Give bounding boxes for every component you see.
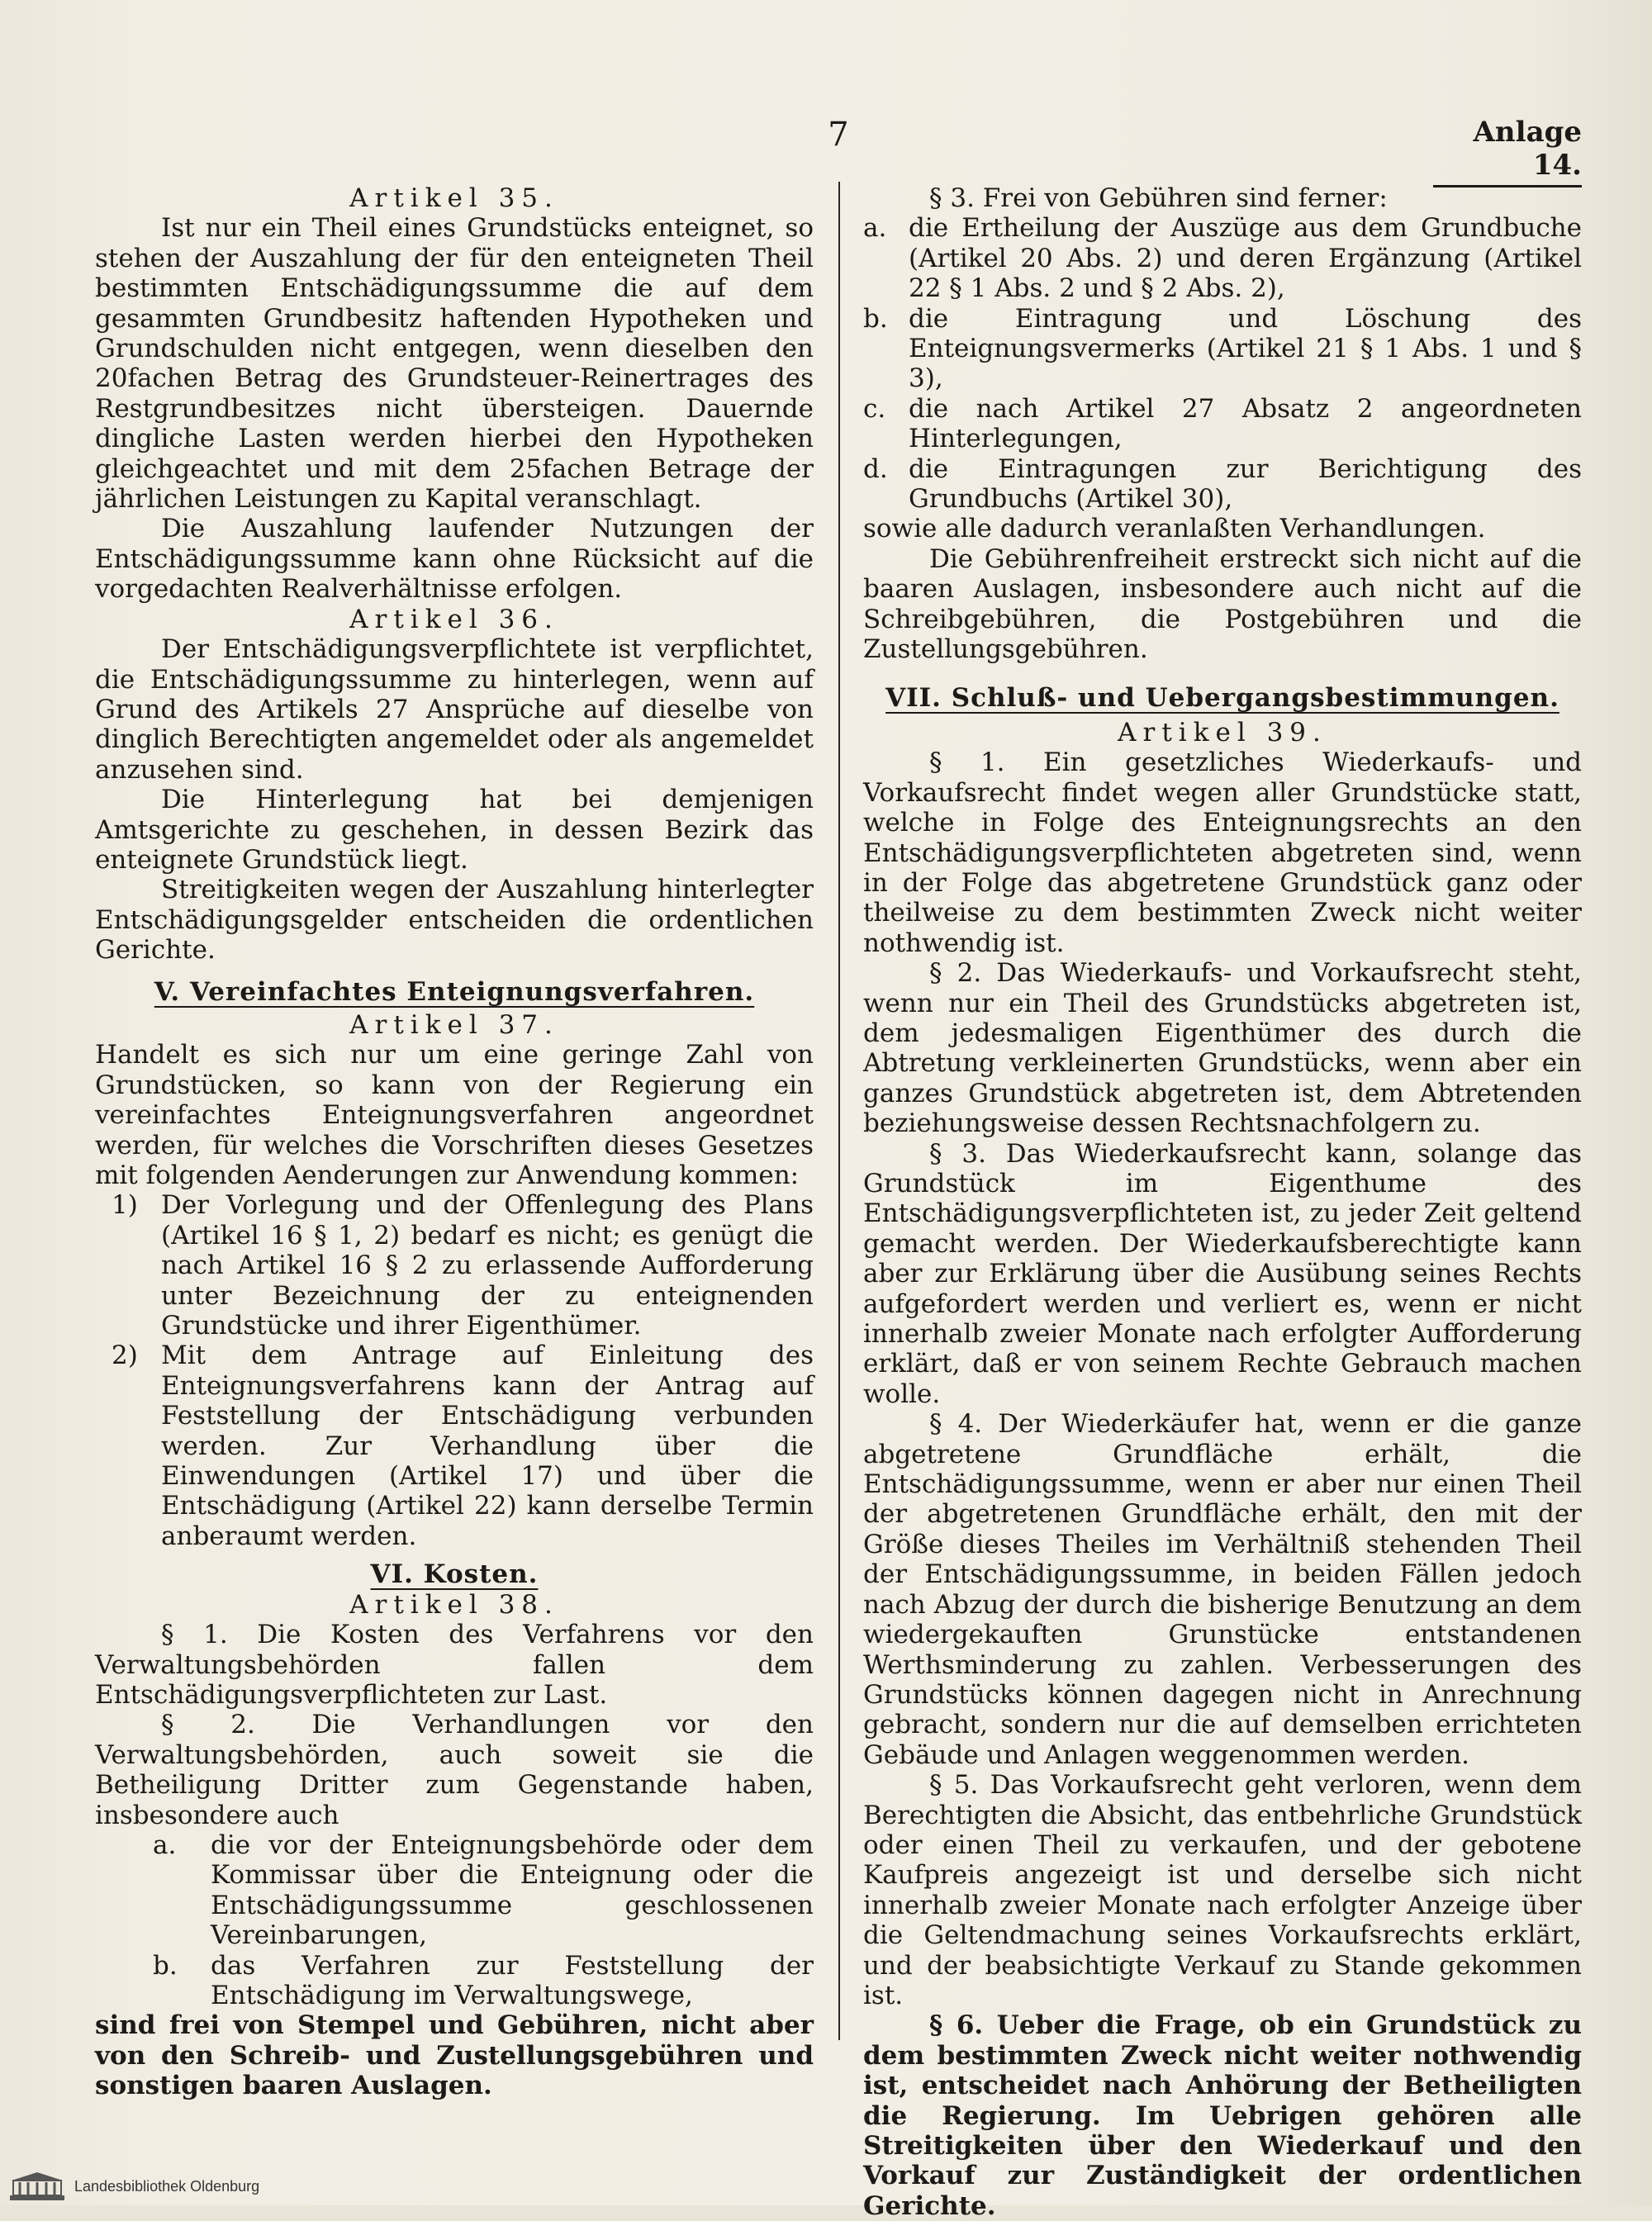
list-item [863, 213, 1582, 303]
list-text: Der Vorlegung und der Offenlegung des Plans (Artikel 16 § 1, 2) bedarf es nicht; es genügt die nach Artikel 16 § 2 zu erlassende Aufforderung unter Bezeichnung der zu enteignenden Grundstücke und ihrer Eigenthümer. [161, 1190, 814, 1341]
list-item [95, 1951, 814, 2011]
list-marker: c. [863, 393, 886, 424]
list-item [95, 1190, 814, 1341]
paragraph: Die Gebührenfreiheit erstreckt sich nicht auf die baaren Auslagen, insbesondere auch nicht auf die Schreibgebühren, die Postgebühren und die Zustellungsgebühren. [863, 543, 1582, 665]
footer [0, 2168, 330, 2205]
article-39-heading: Artikel 39. [1118, 717, 1327, 747]
list-text: die Eintragung und Löschung des Enteignungsvermerks (Artikel 21 § 1 Abs. 1 und § 3), [909, 303, 1582, 394]
paragraph: § 3. Frei von Gebühren sind ferner: [929, 183, 1388, 213]
paragraph: Die Auszahlung laufender Nutzungen der Entschädigungssumme kann ohne Rücksicht auf die vorgedachten Realverhältnisse erfolgen. [95, 514, 814, 605]
paragraph: Streitigkeiten wegen der Auszahlung hinterlegter Entschädigungsgelder entscheiden die ordentlichen Gerichte. [95, 875, 814, 966]
paragraph: Der Entschädigungsverpflichtete ist verpflichtet, die Entschädigungssumme zu hinterlegen, wenn auf Grund des Artikels 27 Ansprüche auf dieselbe von dinglich Berechtigten angemeldet oder als angemeldet anzusehen sind. [95, 634, 814, 785]
list-marker: 1) [112, 1190, 138, 1221]
paragraph: § 3. Das Wiederkaufsrecht kann, solange das Grundstück im Eigenthume des Entschädigungsverpflichteten ist, zu jeder Zeit geltend gemacht werden. Der Wiederkaufsberechtigte kann aber zur Erklärung über die Ausübung seines Rechts aufgefordert werden und verliert es, wenn er nicht innerhalb zweier Monate nach erfolgter Aufforderung erklärt, daß er von seinem Rechte Gebrauch machen wolle. [863, 1138, 1582, 1409]
paragraph: § 2. Das Wiederkaufs- und Vorkaufsrecht steht, wenn nur ein Theil des Grundstücks abgetreten ist, dem jedesmaligen Eigenthümer des durch die Abtretung verkleinerten Grundstücks, wenn aber ein ganzes Grundstück abgetreten ist, dem Abtretenden beziehungsweise dessen Rechtsnachfolgern zu. [863, 958, 1582, 1139]
paragraph: § 5. Das Vorkaufsrecht geht verloren, wenn dem Berechtigten die Absicht, das entbehrliche Grundstück oder einen Theil zu verkaufen, und der gebotene Kaufpreis angezeigt ist und derselbe sich nicht innerhalb zweier Monate nach erfolgter Anzeige über die Geltendmachung seines Vorkaufsrechts erklärt, und der beabsichtigte Verkauf zu Stande gekommen ist. [863, 1770, 1582, 2010]
paragraph: § 4. Der Wiederkäufer hat, wenn er die ganze abgetretene Grundfläche erhält, die Entschädigungssumme, wenn er aber nur einen Theil der abgetretenen Grundfläche erhält, den mit der Größe dieses Theiles im Verhältniß stehenden Theil der Entschädigungssumme, in beiden Fällen jedoch nach Abzug der durch die bisherige Benutzung an dem wiedergekauften Grunstücke entstandenen Werthsminderung zu zahlen. Verbesserungen des Grundstücks können dagegen nicht in Anrechnung gebracht, sondern nur die auf demselben errichteten Gebäude und Anlagen weggenommen werden. [863, 1409, 1582, 1770]
list-text: die Eintragungen zur Berichtigung des Grundbuchs (Artikel 30), [909, 453, 1582, 515]
list-marker: 2) [112, 1341, 138, 1371]
section-7-heading: VII. Schluß- und Uebergangsbestimmungen. [885, 682, 1559, 713]
library-building-icon [8, 2171, 66, 2204]
list-text: das Verfahren zur Feststellung der Entschädigung im Verwaltungswege, [211, 1950, 814, 2010]
list-text: die vor der Enteignungsbehörde oder dem Kommissar über die Enteignung oder die Entschädigungssumme geschlossenen Vereinbarungen, [211, 1829, 814, 1951]
article-35-heading: Artikel 35. [349, 183, 559, 213]
list-item [95, 1830, 814, 1951]
list-item [95, 1341, 814, 1551]
list-marker: b. [153, 1950, 178, 1981]
list-text: die Ertheilung der Auszüge aus dem Grundbuche (Artikel 20 Abs. 2) und deren Ergänzung (Artikel 22 § 1 Abs. 2 und § 2 Abs. 2), [909, 213, 1582, 304]
list-marker: b. [863, 303, 888, 334]
paragraph: sind frei von Stempel und Gebühren, nicht aber von den Schreib- und Zustellungsgebühren und sonstigen baaren Auslagen. [95, 2010, 814, 2101]
appendix-label: Anlage 14. [1433, 116, 1582, 187]
section-6-heading: VI. Kosten. [370, 1559, 539, 1590]
list-marker: d. [863, 453, 888, 484]
paragraph: Ist nur ein Theil eines Grundstücks enteignet, so stehen der Auszahlung der für den enteigneten Theil bestimmten Entschädigungssumme die auf dem gesammten Grundbesitz haftenden Hypotheken und Grundschulden nicht entgegen, wenn dieselben den 20fachen Betrag des Grundsteuer-Reinertrages des Restgrundbesitzes nicht übersteigen. Dauernde dingliche Lasten werden hierbei den Hypotheken gleichgeachtet und mit dem 25fachen Betrage der jährlichen Leistungen zu Kapital veranschlagt. [95, 213, 814, 515]
paragraph: sowie alle dadurch veranlaßten Verhandlungen. [863, 514, 1486, 544]
column-divider [838, 182, 840, 2040]
article-36-heading: Artikel 36. [349, 604, 559, 634]
list-item [863, 394, 1582, 454]
paragraph: Handelt es sich nur um eine geringe Zahl von Grundstücken, so kann von der Regierung ein vereinfachtes Enteignungsverfahren angeordnet werden, für welches die Vorschriften dieses Gesetzes mit folgenden Aenderungen zur Anwendung kommen: [95, 1040, 814, 1190]
paragraph: § 2. Die Verhandlungen vor den Verwaltungsbehörden, auch soweit sie die Betheiligung Dritter zum Gegenstande haben, insbesondere auch [95, 1710, 814, 1830]
paragraph: § 6. Ueber die Frage, ob ein Grundstück zu dem bestimmten Zweck nicht weiter nothwendig ist, entscheidet nach Anhörung der Betheiligten die Regierung. Im Uebrigen gehören alle Streitigkeiten über den Wiederkauf und den Vorkauf zur Zuständigkeit der ordentlichen Gerichte. [863, 2010, 1582, 2221]
left-column [95, 183, 814, 2101]
list-text: die nach Artikel 27 Absatz 2 angeordneten Hinterlegungen, [909, 393, 1582, 454]
list-marker: a. [153, 1829, 177, 1860]
paragraph: Die Hinterlegung hat bei demjenigen Amtsgerichte zu geschehen, in dessen Bezirk das enteignete Grundstück liegt. [95, 785, 814, 875]
article-37-heading: Artikel 37. [349, 1009, 559, 1040]
page-number: 7 [828, 116, 849, 154]
right-column [863, 183, 1582, 2221]
list-item [863, 304, 1582, 394]
article-38-heading: Artikel 38. [349, 1589, 559, 1620]
paragraph: § 1. Die Kosten des Verfahrens vor den Verwaltungsbehörden fallen dem Entschädigungsverpflichteten zur Last. [95, 1620, 814, 1710]
library-name: Landesbibliothek Oldenburg [74, 2178, 260, 2195]
list-marker: a. [863, 213, 887, 244]
paragraph: § 1. Ein gesetzliches Wiederkaufs- und Vorkaufsrecht findet wegen aller Grundstücke statt, welche in Folge des Enteignungsrechts an den Entschädigungsverpflichteten abgetreten sind, wenn in der Folge das abgetretene Grundstück ganz oder theilweise zu dem bestimmten Zweck nicht weiter nothwendig ist. [863, 747, 1582, 958]
list-text: Mit dem Antrage auf Einleitung des Enteignungsverfahrens kann der Antrag auf Feststellung der Entschädigung verbunden werden. Zur Verhandlung über die Einwendungen (Artikel 17) und über die Entschädigung (Artikel 22) kann derselbe Termin anberaumt werden. [161, 1341, 814, 1551]
section-5-heading: V. Vereinfachtes Enteignungsverfahren. [154, 976, 755, 1007]
list-item [863, 454, 1582, 515]
